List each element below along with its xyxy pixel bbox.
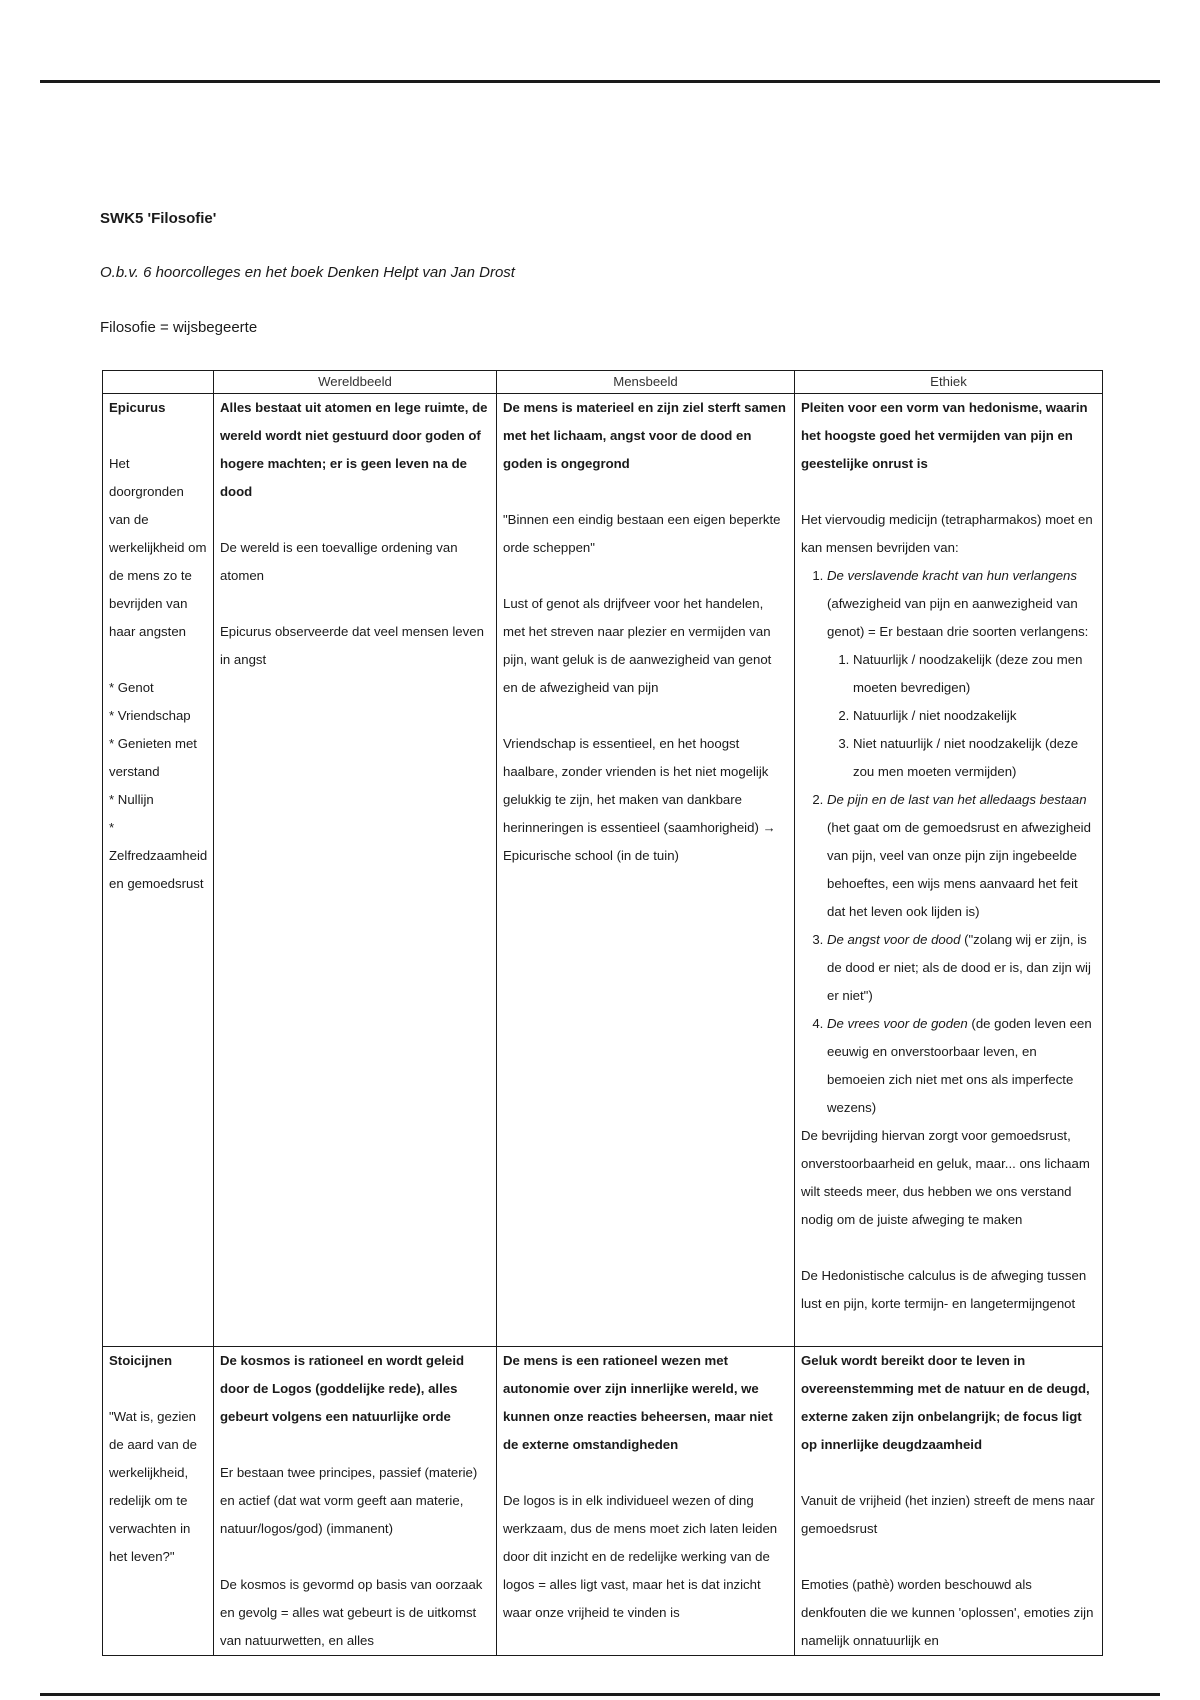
philosopher-description: "Wat is, gezien de aard van de werkelijkheid, redelijk om te verwachten in het leven?" [109, 1409, 197, 1564]
cell-stoicijnen-wereldbeeld [214, 1347, 497, 1656]
ethiek-paragraph: Vanuit de vrijheid (het inzien) streeft de mens naar gemoedsrust [801, 1493, 1095, 1536]
cell-stoicijnen-ethiek [795, 1347, 1103, 1656]
mensbeeld-main: De mens is een rationeel wezen met autonomie over zijn innerlijke wereld, we kunnen onze reacties beheersen, maar niet de externe omstandigheden [503, 1353, 773, 1452]
sublist-item: 2. Natuurlijk / niet noodzakelijk [853, 702, 1096, 730]
ethiek-paragraph: De Hedonistische calculus is de afweging tussen lust en pijn, korte termijn- en langetermijngenot [801, 1268, 1087, 1311]
sublist-item: 3. Niet natuurlijk / niet noodzakelijk (deze zou men moeten vermijden) [853, 730, 1096, 786]
ethiek-intro: Het viervoudig medicijn (tetrapharmakos) moet en kan mensen bevrijden van: [801, 512, 1093, 555]
wereldbeeld-main: Alles bestaat uit atomen en lege ruimte, de wereld wordt niet gestuurd door goden of hogere machten; er is geen leven na de dood [220, 400, 488, 499]
philosopher-description: Het doorgronden van de werkelijkheid om de mens zo te bevrijden van haar angsten [109, 456, 207, 639]
ethiek-paragraph: Emoties (pathè) worden beschouwd als denkfouten die we kunnen 'oplossen', emoties zijn namelijk onnatuurlijk en [801, 1577, 1094, 1648]
philosopher-name: Epicurus [109, 400, 166, 415]
bottom-rule [40, 1693, 1160, 1696]
header-empty [103, 371, 214, 394]
wereldbeeld-paragraph: Epicurus observeerde dat veel mensen leven in angst [220, 624, 484, 667]
list-item-title: De angst voor de dood [827, 932, 961, 947]
sublist [827, 646, 1096, 786]
philosopher-name: Stoicijnen [109, 1353, 173, 1368]
list-item-title: De verslavende kracht van hun verlangens [827, 568, 1077, 583]
wereldbeeld-paragraph: De kosmos is gevormd op basis van oorzaak en gevolg = alles wat gebeurt is de uitkomst van natuurwetten, en alles [220, 1577, 483, 1648]
document-subtitle: O.b.v. 6 hoorcolleges en het boek Denken Helpt van Jan Drost [100, 264, 515, 281]
ethiek-main: Pleiten voor een vorm van hedonisme, waarin het hoogste goed het vermijden van pijn en geestelijke onrust is [801, 400, 1088, 471]
list-item [827, 1010, 1096, 1122]
table-header-row [103, 371, 1103, 394]
header-mensbeeld: Mensbeeld [497, 371, 795, 394]
list-item [827, 562, 1096, 786]
list-item-text: (afwezigheid van pijn en aanwezigheid van genot) = Er bestaan drie soorten verlangens: [827, 596, 1089, 639]
keyword-item: * Nullijn [109, 792, 154, 807]
list-item-title: De vrees voor de goden [827, 1016, 968, 1031]
top-rule [40, 80, 1160, 83]
mensbeeld-paragraph: Lust of genot als drijfveer voor het handelen, met het streven naar plezier en vermijden van pijn, want geluk is de aanwezigheid van genot en de afwezigheid van pijn [503, 596, 772, 695]
tetrapharmakos-list [801, 562, 1096, 1122]
cell-epicurus-mensbeeld [497, 394, 795, 1347]
sublist-item: 1. Natuurlijk / noodzakelijk (deze zou men moeten bevredigen) [853, 646, 1096, 702]
philosophy-table [102, 370, 1103, 1656]
keyword-item: * Vriendschap [109, 708, 191, 723]
mensbeeld-paragraph: De logos is in elk individueel wezen of ding werkzaam, dus de mens moet zich laten leiden door dit inzicht en de redelijke werking van de logos = alles ligt vast, maar het is dat inzicht waar onze vrijheid te vinden is [503, 1493, 778, 1620]
mensbeeld-main: De mens is materieel en zijn ziel sterft samen met het lichaam, angst voor de dood en goden is ongegrond [503, 400, 786, 471]
cell-epicurus-wereldbeeld [214, 394, 497, 1347]
header-ethiek: Ethiek [795, 371, 1103, 394]
document-title: SWK5 'Filosofie' [100, 210, 217, 227]
wereldbeeld-paragraph: De wereld is een toevallige ordening van atomen [220, 540, 458, 583]
wereldbeeld-main: De kosmos is rationeel en wordt geleid door de Logos (goddelijke rede), alles gebeurt volgens een natuurlijke orde [220, 1353, 465, 1424]
mensbeeld-quote: "Binnen een eindig bestaan een eigen beperkte orde scheppen" [503, 512, 781, 555]
list-item [827, 786, 1096, 926]
keyword-item: * Zelfredzaamheid en gemoedsrust [109, 820, 208, 891]
list-item-text: (de goden leven een eeuwig en onverstoorbaar leven, en bemoeien zich niet met ons als imperfecte wezens) [827, 1016, 1092, 1115]
list-item-text: ("zolang wij er zijn, is de dood er niet; als de dood er is, dan zijn wij er niet") [827, 932, 1091, 1003]
list-item-title: De pijn en de last van het alledaags bestaan [827, 792, 1087, 807]
cell-stoicijnen-name [103, 1347, 214, 1656]
cell-epicurus-name [103, 394, 214, 1347]
table-row-stoicijnen [103, 1347, 1103, 1656]
ethiek-paragraph: De bevrijding hiervan zorgt voor gemoedsrust, onverstoorbaarheid en geluk, maar... ons lichaam wilt steeds meer, dus hebben we ons verstand nodig om de juiste afweging te maken [801, 1128, 1090, 1227]
cell-epicurus-ethiek [795, 394, 1103, 1347]
mensbeeld-paragraph: Vriendschap is essentieel, en het hoogst haalbare, zonder vrienden is het niet mogelijk gelukkig te zijn, het maken van dankbare herinneringen is essentieel (saamhorigheid) → Epicurische school (in de tuin) [503, 736, 776, 863]
keyword-item: * Genieten met verstand [109, 736, 197, 779]
document-definition: Filosofie = wijsbegeerte [100, 319, 258, 336]
list-item-text: (het gaat om de gemoedsrust en afwezigheid van pijn, veel van onze pijn zijn ingebeelde behoeftes, een wijs mens aanvaard het feit dat het leven ook lijden is) [827, 820, 1091, 919]
cell-stoicijnen-mensbeeld [497, 1347, 795, 1656]
wereldbeeld-paragraph: Er bestaan twee principes, passief (materie) en actief (dat wat vorm geeft aan materie, natuur/logos/god) (immanent) [220, 1465, 478, 1536]
keyword-item: * Genot [109, 680, 154, 695]
header-wereldbeeld: Wereldbeeld [214, 371, 497, 394]
table-row-epicurus [103, 394, 1103, 1347]
list-item [827, 926, 1096, 1010]
ethiek-main: Geluk wordt bereikt door te leven in overeenstemming met de natuur en de deugd, externe zaken zijn onbelangrijk; de focus ligt op innerlijke deugdzaamheid [801, 1353, 1090, 1452]
